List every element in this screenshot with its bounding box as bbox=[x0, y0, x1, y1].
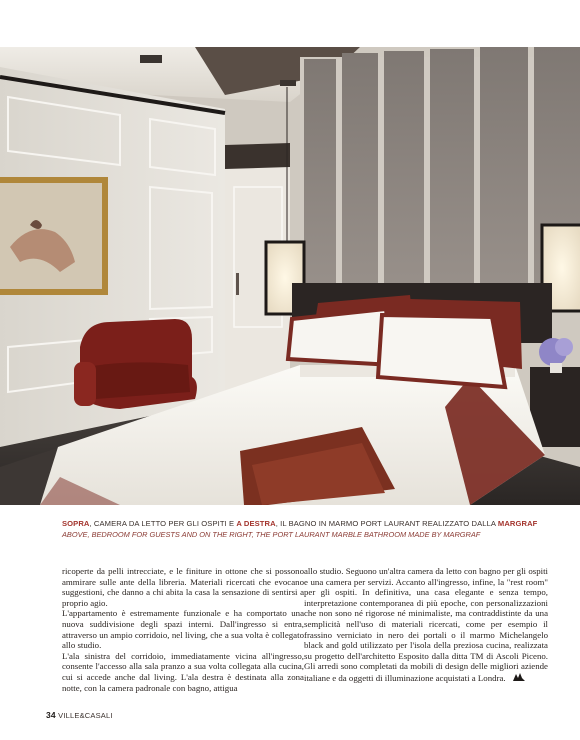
caption-italian bbox=[62, 519, 562, 529]
caption-keyword-brand: MARGRAF bbox=[497, 519, 538, 528]
magazine-name: VILLE&CASALI bbox=[58, 711, 113, 720]
body-paragraph: L'ala sinistra del corridoio, immediatamente vicina all'ingresso, consente l'accesso alla sala pranzo a sua volta collegata alla cucina, cui si accede anche dal living. L'ala destra è destinata alla zona notte, con la camera padronale con bagno, attigua bbox=[62, 650, 304, 693]
caption-text-1: , CAMERA DA LETTO PER GLI OSPITI E bbox=[89, 519, 237, 528]
body-paragraph: L'appartamento è estremamente funzionale e ha comportato una nuova suddivisione degli spazi interni. Dall'ingresso si entra, attraverso un ampio corridoio, nel living, che a sua volta è collegato allo studio. bbox=[62, 608, 304, 651]
body-column-left bbox=[62, 566, 304, 693]
end-of-article-icon bbox=[512, 672, 526, 682]
page-number: 34 bbox=[46, 710, 56, 720]
caption-text-2: , IL BAGNO IN MARMO PORT LAURANT REALIZZATO DALLA bbox=[275, 519, 498, 528]
body-paragraph-text: allo studio. Seguono un'altra camera da letto con bagno per gli ospiti e una camera per servizi. Accanto all'ingresso, infine, la "rest room" per gli ospiti. In definitiva, una casa elegante e senza tempo, interpretazione contemporanea di più epoche, con personalizzazioni che non sono né rigorose né minimaliste, ma contraddistinte da una semplicità nell'uso di materiali ricercati, come per esempio il frassino verniciato in nero dei portali o il marmo Michelangelo black and gold utilizzato per l'isola della preziosa cucina, realizzata su progetto dell'architetto Esposito dalla ditta TM di Ascoli Piceno. Gli arredi sono completati da mobili di design delle migliori aziende italiane e da oggetti di illuminazione acquistati a Londra. bbox=[304, 566, 548, 683]
body-paragraph-right bbox=[304, 566, 548, 684]
bedroom-illustration bbox=[0, 47, 580, 505]
caption-keyword-above: SOPRA bbox=[62, 519, 90, 528]
body-column-right bbox=[304, 566, 548, 684]
page-folio bbox=[46, 710, 113, 720]
body-paragraph: ricoperte da pelli intrecciate, e le finiture in ottone che si possono ammirare sulle ante della libreria. Materiali ricercati che evocano suggestioni, che danno a chi abita la casa la sensazione di sentirsi a proprio agio. bbox=[62, 566, 304, 608]
caption-english: ABOVE, BEDROOM FOR GUESTS AND ON THE RIGHT, THE PORT LAURANT MARBLE BATHROOM MADE BY MARGRAF bbox=[62, 530, 481, 539]
bedroom-photo bbox=[0, 47, 580, 505]
caption-keyword-right: A DESTRA bbox=[236, 519, 276, 528]
